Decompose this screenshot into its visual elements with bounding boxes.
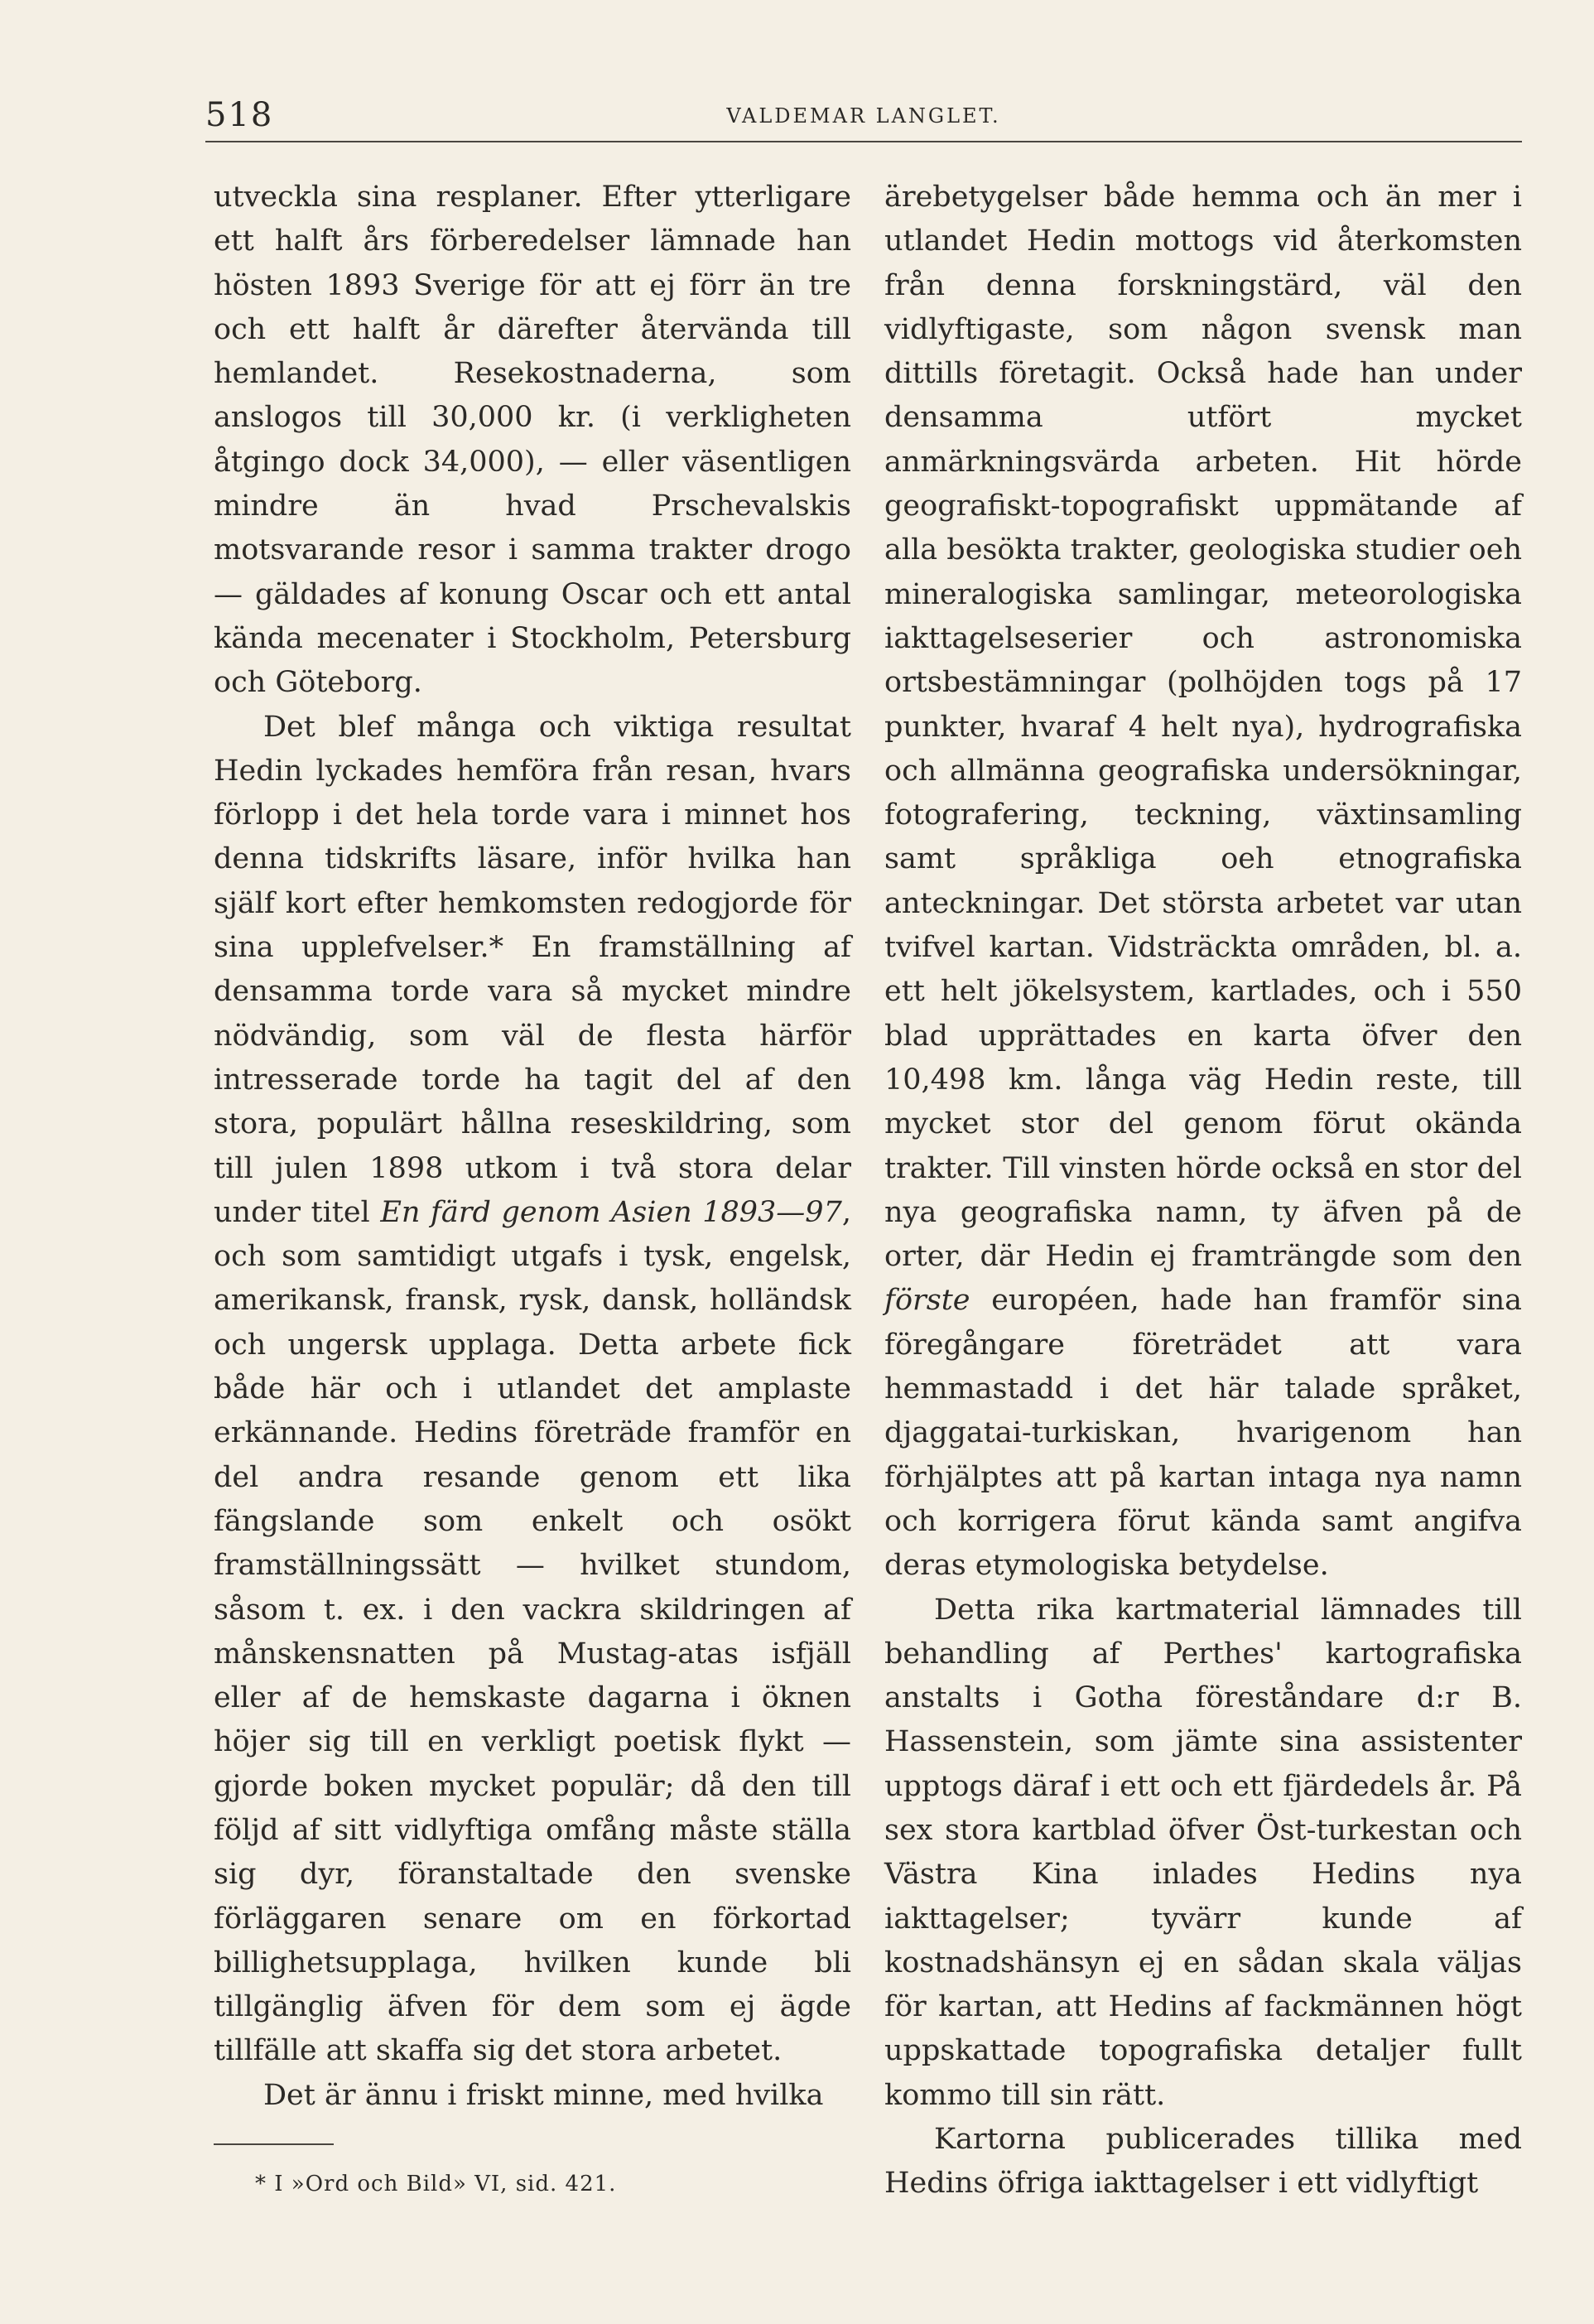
header-rule bbox=[205, 141, 1522, 142]
page-number: 518 bbox=[205, 96, 274, 134]
footnote: * I »Ord och Bild» VI, sid. 421. bbox=[255, 2172, 617, 2196]
book-title: En färd genom Asien 1893—97 bbox=[380, 1195, 842, 1229]
paragraph-text: Det blef många och viktiga resultat Hedin lyckades hemföra från resan, hvars förlopp i det hela torde vara i minnet hos denna tidskrifts läsare, inför hvilka han själf kort efter hemkomsten redogjorde för sina upplefvelser.* En framställning af densamma torde vara så mycket mindre nödvändig, som väl de flesta härför intresserade torde ha tagit del af den stora, populärt hållna reseskildring, som till julen 1898 utkom i två stora delar under titel bbox=[214, 710, 851, 1229]
paragraph bbox=[884, 176, 1522, 1589]
footnote-rule bbox=[214, 2143, 334, 2145]
page-header bbox=[205, 91, 1522, 141]
paragraph: Kartorna publicerades tillika med Hedins öfriga iakttagelser i ett vidlyftigt bbox=[884, 2123, 1522, 2201]
emphasis: förste bbox=[884, 1284, 970, 1318]
paragraph-text: , och som samtidigt utgafs i tysk, engelsk, amerikansk, fransk, rysk, dansk, holländsk och ungersk upplaga. Detta arbete fick både här och i utlandet det amplaste erkännande. Hedins företräde framför en del andra resande genom ett lika fängslande som enkelt och osökt framställningssätt — hvilket stundom, såsom t. ex. i den vackra skildringen af månskensnatten på Mustag-atas isfjäll eller af de hemskaste dagarna i öknen höjer sig till en verkligt poetisk flykt — gjorde boken mycket populär; då den till följd af sitt vidlyftiga omfång måste ställa sig dyr, föranstaltade den svenske förläggaren senare om en förkortad billighetsupplaga, hvilken kunde bli tillgänglig äfven för dem som ej ägde tillfälle att skaffa sig det stora arbetet. bbox=[214, 1195, 851, 2068]
running-head: VALDEMAR LANGLET. bbox=[726, 104, 1001, 128]
paragraph-text: ärebetygelser både hemma och än mer i utlandet Hedin mottogs vid återkomsten från denna forskningstärd, väl den vidlyftigaste, som någon svensk man dittills företagit. Också hade han under densamma utfört mycket anmärkningsvärda arbeten. Hit hörde geografiskt-topografiskt uppmätande af alla besökta trakter, geologiska studier oeh mineralogiska samlingar, meteorologiska iakttagelseserier och astronomiska ortsbestämningar (polhöjden togs på 17 punkter, hvaraf 4 helt nya), hydrografiska och allmänna geografiska undersökningar, fotografering, teckning, växtinsamling samt språkliga oeh etnografiska anteckningar. Det största arbetet var utan tvifvel kartan. Vidsträckta områden, bl. a. ett helt jökelsystem, kartlades, och i 550 blad upprättades en karta öfver den 10,498 km. långa väg Hedin reste, till mycket stor del genom förut okända trakter. Till vinsten hörde också en stor del nya geografiska namn, ty äfven på de orter, där Hedin ej framträngde som den bbox=[884, 181, 1522, 1274]
paragraph-text: européen, hade han framför sina föregångare företrädet att vara hemmastadd i det här talade språket, djaggatai-turkiskan, hvarigenom han förhjälptes att på kartan intaga nya namn och korrigera förut kända samt angifva deras etymologiska betydelse. bbox=[884, 1284, 1522, 1583]
paragraph bbox=[214, 706, 851, 2074]
right-column bbox=[884, 176, 1522, 2206]
left-column bbox=[214, 176, 851, 2118]
paragraph: Det är ännu i friskt minne, med hvilka bbox=[263, 2078, 824, 2112]
paragraph: Detta rika kartmaterial lämnades till behandling af Perthes' kartografiska anstalts i Gotha föreståndare d:r B. Hassenstein, som jämte sina assistenter upptogs däraf i ett och ett fjärdedels år. På sex stora kartblad öfver Öst-turkestan och Västra Kina inlades Hedins nya iakttagelser; tyvärr kunde af kostnadshänsyn ej en sådan skala väljas för kartan, att Hedins af fackmännen högt uppskattade topografiska detaljer fullt kommo till sin rätt. bbox=[884, 1593, 1522, 2112]
paragraph: utveckla sina resplaner. Efter ytterligare ett halft års förberedelser lämnade han hösten 1893 Sverige för att ej förr än tre och ett halft år därefter återvända till hemlandet. Resekostnaderna, som anslogos till 30,000 kr. (i verkligheten åtgingo dock 34,000), — eller väsentligen mindre än hvad Prschevalskis motsvarande resor i samma trakter drogo — gäldades af konung Oscar och ett antal kända mecenater i Stockholm, Petersburg och Göteborg. bbox=[214, 181, 851, 700]
